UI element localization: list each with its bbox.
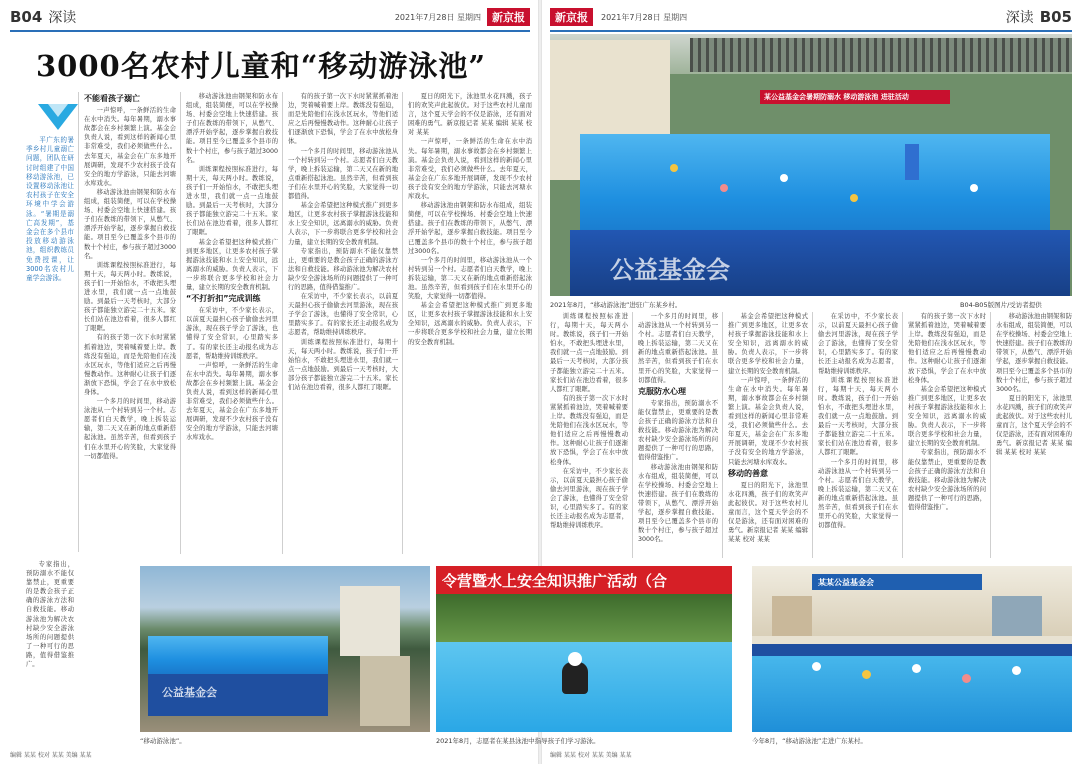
body-paragraph: 训练课程按照标准进行，每期十天，每天两小时。教练说，孩子们一开始怕水，不敢把头埋进水里，我们就一点一点地鼓励。到最后一天考核时，大部分孩子都能独立游完二十五米。家长们站在池边看着，很多人都红了眼眶。 [550,313,628,393]
body-paragraph: 一声惊呼，一条鲜活的生命在水中消失。每年暑期，溺水事故都会在乡村频繁上演。基金会负责人说，看到这样的新闻心里非常难受，我们必须做些什么。去年夏天，基金会在广东多地开展调研，发现不少农村孩子没有安全的地方学游泳，只能去河塘水库戏水。 [728,376,808,466]
body-paragraph: 一声惊呼，一条鲜活的生命在水中消失。每年暑期，溺水事故都会在乡村频繁上演。基金会负责人说，看到这样的新闻心里非常难受，我们必须做些什么。去年夏天，基金会在广东多地开展调研，发现不少农村孩子没有安全的地方学游泳，只能去河塘水库戏水。 [186,361,278,442]
pool-water [580,134,1050,244]
instructor [562,662,588,694]
swimmer [962,674,971,683]
body-paragraph: 移动游泳池由钢架和防水布组成，组装简便，可以在学校操场、村委会空地上快速搭建。孩子们在教练的带领下，从憋气、漂浮开始学起，逐步掌握自救技能。项目至今已覆盖多个县市的数十个村庄，参与孩子超过3000名。 [186,93,278,164]
column-divider [812,312,813,558]
text-column-5 [550,312,628,558]
swim-cap [568,652,582,666]
body-paragraph: 训练课程按照标准进行，每期十天，每天两小时。教练说，孩子们一开始怕水，不敢把头埋进水里，我们就一点一点地鼓励。到最后一天考核时，大部分孩子都能独立游完二十五米。家长们站在池边看着，很多人都红了眼眶。 [818,376,898,457]
issue-date: 2021年7月28日 星期四 [394,12,481,22]
pool-rim [752,644,1072,656]
issue-date: 2021年7月28日 星期四 [601,12,688,22]
body-paragraph: 训练课程按照标准进行，每期十天，每天两小时。教练说，孩子们一开始怕水，不敢把头埋进水里，我们就一点一点地鼓励。到最后一天考核时，大部分孩子都能独立游完二十五米。家长们站在池边看着，很多人都红了眼眶。 [84,261,176,333]
lead-text: 平广东的暑季乡村儿童溺亡问题，团队在研讨时组建了中国移动游泳池，已设置移动泳池让农村孩子在安全环境中学会游泳。“暑期是溺亡高发期”，基金会在多个县市投放移动游泳池，组织教练员免费授课，让3000名农村儿童学会游泳。 [26,136,74,283]
page-footer-right: 编辑 某某 校对 某某 美编 某某 [550,752,632,759]
pool-water [148,636,328,676]
photo-caption: 2021年8月，志愿者在某县泳池中指导孩子们学习游泳。 [436,737,600,745]
body-paragraph: 有的孩子第一次下水时紧紧抓着池边，哭着喊着要上岸。教练没有强迫，而是先陪他们在浅水区玩水，等他们适应之后再慢慢教动作。这种耐心让孩子们逐渐放下恐惧，学会了在水中放松身体。 [84,334,176,396]
body-paragraph: 移动游泳池由钢架和防水布组成，组装简便，可以在学校操场、村委会空地上快速搭建。孩子们在教练的带领下，从憋气、漂浮开始学起，逐步掌握自救技能。项目至今已覆盖多个县市的数十个村庄，参与孩子超过3000名。 [996,313,1072,393]
triangle-ornament-inner [48,104,68,117]
event-banner: 某公益基金会暑期防溺水 移动游泳池 进驻活动 [760,90,950,104]
pool-wall-text: 公益基金会 [162,686,217,699]
ground [360,656,410,726]
photo-main-pool [550,34,1072,296]
photo-instructor-pool [436,566,732,732]
swimmer [720,184,728,192]
text-column-7 [728,312,808,558]
lead-column-lower [26,560,74,730]
body-paragraph: 专家指出，预防溺水不能仅靠禁止，更重要的是教会孩子正确的游泳方法和自救技能。移动游泳池为解决农村缺少安全游泳场所的问题提供了一种可行的思路，值得借鉴推广。 [638,399,718,462]
body-paragraph: 一个多月的时间里，移动游泳池从一个村转到另一个村。志愿者们白天教学，晚上拆装运输，第二天又在新的地点重新搭起泳池。虽然辛苦，但看到孩子们在水里开心的笑脸，大家觉得一切都值得。 [818,458,898,530]
body-paragraph: 有的孩子第一次下水时紧紧抓着池边，哭着喊着要上岸。教练没有强迫，而是先陪他们在浅水区玩水，等他们适应之后再慢慢教动作。这种耐心让孩子们逐渐放下恐惧，学会了在水中放松身体。 [288,93,398,146]
text-column-8 [818,312,898,558]
trees [436,594,732,644]
body-paragraph: 一个多月的时间里，移动游泳池从一个村转到另一个村。志愿者们白天教学，晚上拆装运输，第二天又在新的地点重新搭起泳池。虽然辛苦，但看到孩子们在水里开心的笑脸，大家觉得一切都值得。 [288,147,398,201]
instructor [905,144,919,180]
body-paragraph: 在采访中，不少家长表示，以前夏天最担心孩子偷偷去河里游泳，现在孩子学会了游泳，也懂得了安全常识，心里踏实多了。有的家长还主动报名成为志愿者，帮助维持训练秩序。 [288,293,398,337]
page-code: B05 [1039,8,1072,26]
article-headline: 3000名农村儿童和“移动游泳池” [36,49,487,83]
swimmer [912,664,921,673]
body-paragraph: 在采访中，不少家长表示，以前夏天最担心孩子偷偷去河里游泳，现在孩子学会了游泳，也懂得了安全常识，心里踏实多了。有的家长还主动报名成为志愿者，帮助维持训练秩序。 [550,467,628,530]
header-rule [550,30,1072,32]
body-paragraph: 移动游泳池由钢架和防水布组成，组装简便，可以在学校操场、村委会空地上快速搭建。孩子们在教练的带领下，从憋气、漂浮开始学起，逐步掌握自救技能。项目至今已覆盖多个县市的数十个村庄，参与孩子超过3000名。 [638,463,718,544]
body-paragraph: 一声惊呼，一条鲜活的生命在水中消失。每年暑期，溺水事故都会在乡村频繁上演。基金会负责人说，看到这样的新闻心里非常难受，我们必须做些什么。去年夏天，基金会在广东多地开展调研，发现不少农村孩子没有安全的地方学游泳，只能去河塘水库戏水。 [84,107,176,187]
column-divider [402,92,403,554]
body-paragraph: 专家指出，预防溺水不能仅靠禁止，更重要的是教会孩子正确的游泳方法和自救技能。移动游泳池为解决农村缺少安全游泳场所的问题提供了一种可行的思路，值得借鉴推广。 [26,561,74,669]
column-divider [722,312,723,558]
body-paragraph: 在采访中，不少家长表示，以前夏天最担心孩子偷偷去河里游泳，现在孩子学会了游泳，也懂得了安全常识，心里踏实多了。有的家长还主动报名成为志愿者，帮助维持训练秩序。 [818,313,898,375]
building [340,586,400,656]
page-header-right [550,6,1072,28]
page-footer-left: 编辑 某某 校对 某某 美编 某某 [10,752,92,759]
body-paragraph: 一声惊呼，一条鲜活的生命在水中消失。每年暑期，溺水事故都会在乡村频繁上演。基金会负责人说，看到这样的新闻心里非常难受，我们必须做些什么。去年夏天，基金会在广东多地开展调研，发现不少农村孩子没有安全的地方学游泳，只能去河塘水库戏水。 [408,138,532,201]
body-paragraph: 有的孩子第一次下水时紧紧抓着池边，哭着喊着要上岸。教练没有强迫，而是先陪他们在浅水区玩水，等他们适应之后再慢慢教动作。这种耐心让孩子们逐渐放下恐惧，学会了在水中放松身体。 [550,394,628,466]
text-column-2 [186,92,278,554]
photo-caption: 2021年8月，“移动游泳池”进驻广东某乡村。 [550,301,682,309]
text-column-10 [996,312,1072,558]
body-paragraph: 训练课程按照标准进行，每期十天，每天两小时。教练说，孩子们一开始怕水，不敢把头埋进水里，我们就一点一点地鼓励。到最后一天考核时，大部分孩子都能独立游完二十五米。家长们站在池边看着，很多人都红了眼眶。 [186,165,278,237]
body-paragraph: 专家指出，预防溺水不能仅靠禁止，更重要的是教会孩子正确的游泳方法和自救技能。移动游泳池为解决农村缺少安全游泳场所的问题提供了一种可行的思路，值得借鉴推广。 [288,247,398,291]
column-divider [180,92,181,554]
body-paragraph: 专家指出，预防溺水不能仅靠禁止，更重要的是教会孩子正确的游泳方法和自救技能。移动游泳池为解决农村缺少安全游泳场所的问题提供了一种可行的思路，值得借鉴推广。 [908,449,986,511]
body-paragraph: 训练课程按照标准进行，每期十天，每天两小时。教练说，孩子们一开始怕水，不敢把头埋进水里，我们就一点一点地鼓励。到最后一天考核时，大部分孩子都能独立游完二十五米。家长们站在池边看着，很多人都红了眼眶。 [288,338,398,391]
photo-night-pool [140,566,430,732]
body-paragraph: 基金会希望把这种模式推广到更多地区，让更多农村孩子掌握游泳技能和水上安全知识，远离溺水的威胁。负责人表示，下一步将联合更多学校和社会力量，建立长期的安全教育机制。 [408,302,532,346]
body-paragraph: 基金会希望把这种模式推广到更多地区，让更多农村孩子掌握游泳技能和水上安全知识，远离溺水的威胁。负责人表示，下一步将联合更多学校和社会力量，建立长期的安全教育机制。 [908,385,986,448]
body-paragraph: 一个多月的时间里，移动游泳池从一个村转到另一个村。志愿者们白天教学，晚上拆装运输，第二天又在新的地点重新搭起泳池。虽然辛苦，但看到孩子们在水里开心的笑脸，大家觉得一切都值得。 [84,398,176,460]
lead-column [26,136,74,556]
body-paragraph: 基金会希望把这种模式推广到更多地区，让更多农村孩子掌握游泳技能和水上安全知识，远离溺水的威胁。负责人表示，下一步将联合更多学校和社会力量，建立长期的安全教育机制。 [186,238,278,291]
swimmer [970,184,978,192]
shade-net [690,38,1072,72]
body-paragraph: 一个多月的时间里，移动游泳池从一个村转到另一个村。志愿者们白天教学，晚上拆装运输，第二天又在新的地点重新搭起泳池。虽然辛苦，但看到孩子们在水里开心的笑脸，大家觉得一切都值得。 [408,256,532,301]
column-divider [282,92,283,554]
photo-credit: B04-B05版图片/受访者提供 [960,301,1042,309]
body-paragraph: 夏日的阳光下，泳池里水花四溅，孩子们的欢笑声此起彼伏。对于这些农村儿童而言，这个夏天学会的不仅是游泳，还有面对困难的勇气。新京报记者 某某 编辑 某某 校对 某某 [996,394,1072,457]
subhead-4: 移动的善意 [728,468,768,478]
photo-caption: “移动游泳池”。 [140,737,186,745]
body-paragraph: 移动游泳池由钢架和防水布组成，组装简便，可以在学校操场、村委会空地上快速搭建。孩子们在教练的带领下，从憋气、漂浮开始学起，逐步掌握自救技能。项目至今已覆盖多个县市的数十个村庄，参与孩子超过3000名。 [408,202,532,255]
event-banner: 令营暨水上安全知识推广活动（合 [436,566,732,594]
doorway [772,596,812,636]
text-column-9 [908,312,986,558]
column-divider [78,92,79,552]
body-paragraph: 一个多月的时间里，移动游泳池从一个村转到另一个村。志愿者们白天教学，晚上拆装运输，第二天又在新的地点重新搭起泳池。虽然辛苦，但看到孩子们在水里开心的笑脸，大家觉得一切都值得。 [638,313,718,384]
column-divider [990,312,991,558]
column-divider [632,312,633,558]
subhead-2: “不打折扣”完成训练 [186,294,261,304]
body-paragraph: 基金会希望把这种模式推广到更多地区，让更多农村孩子掌握游泳技能和水上安全知识，远离溺水的威胁。负责人表示，下一步将联合更多学校和社会力量，建立长期的安全教育机制。 [728,313,808,375]
body-paragraph: 有的孩子第一次下水时紧紧抓着池边，哭着喊着要上岸。教练没有强迫，而是先陪他们在浅水区玩水，等他们适应之后再慢慢教动作。这种耐心让孩子们逐渐放下恐惧，学会了在水中放松身体。 [908,313,986,384]
body-paragraph: 移动游泳池由钢架和防水布组成，组装简便，可以在学校操场、村委会空地上快速搭建。孩子们在教练的带领下，从憋气、漂浮开始学起，逐步掌握自救技能。项目至今已覆盖多个县市的数十个村庄，参与孩子超过3000名。 [84,188,176,260]
page-header-left [10,6,530,28]
paper-logo: 新京报 [550,8,593,26]
page-code: B04 [10,8,43,26]
swimmer [862,670,871,679]
subhead-1: 不能看孩子溺亡 [84,94,140,103]
text-column-6 [638,312,718,558]
swimmer [1012,666,1021,675]
subhead-3: 克服防水心理 [638,386,686,396]
photo-foundation-pool [752,566,1072,732]
body-paragraph: 在采访中，不少家长表示，以前夏天最担心孩子偷偷去河里游泳，现在孩子学会了游泳，也懂得了安全常识，心里踏实多了。有的家长还主动报名成为志愿者，帮助维持训练秩序。 [186,307,278,360]
section-name: 深读 [1005,10,1034,26]
pool-wall-text: 公益基金会 [610,256,730,284]
window [992,596,1042,636]
paper-logo: 新京报 [487,8,530,26]
photo-caption: 今年8月，“移动游泳池”走进广东某村。 [752,737,867,745]
text-column-3 [288,92,398,554]
column-divider [902,312,903,558]
swimmer [850,194,858,202]
swimmer [670,164,678,172]
header-rule [10,30,530,32]
page-b05 [436,0,1080,764]
text-column-4 [408,92,532,554]
section-name: 深读 [48,10,77,26]
body-paragraph: 夏日的阳光下，泳池里水花四溅，孩子们的欢笑声此起彼伏。对于这些农村儿童而言，这个夏天学会的不仅是游泳，还有面对困难的勇气。新京报记者 某某 编辑 某某 校对 某某 [728,481,808,544]
swimmer [780,174,788,182]
foundation-banner: 某某公益基金会 [812,574,982,590]
body-paragraph: 基金会希望把这种模式推广到更多地区，让更多农村孩子掌握游泳技能和水上安全知识，远离溺水的威胁。负责人表示，下一步将联合更多学校和社会力量，建立长期的安全教育机制。 [288,202,398,246]
body-paragraph: 夏日的阳光下，泳池里水花四溅，孩子们的欢笑声此起彼伏。对于这些农村儿童而言，这个夏天学会的不仅是游泳，还有面对困难的勇气。新京报记者 某某 编辑 某某 校对 某某 [408,93,532,137]
swimmer [812,662,821,671]
text-column-1 [84,92,176,554]
